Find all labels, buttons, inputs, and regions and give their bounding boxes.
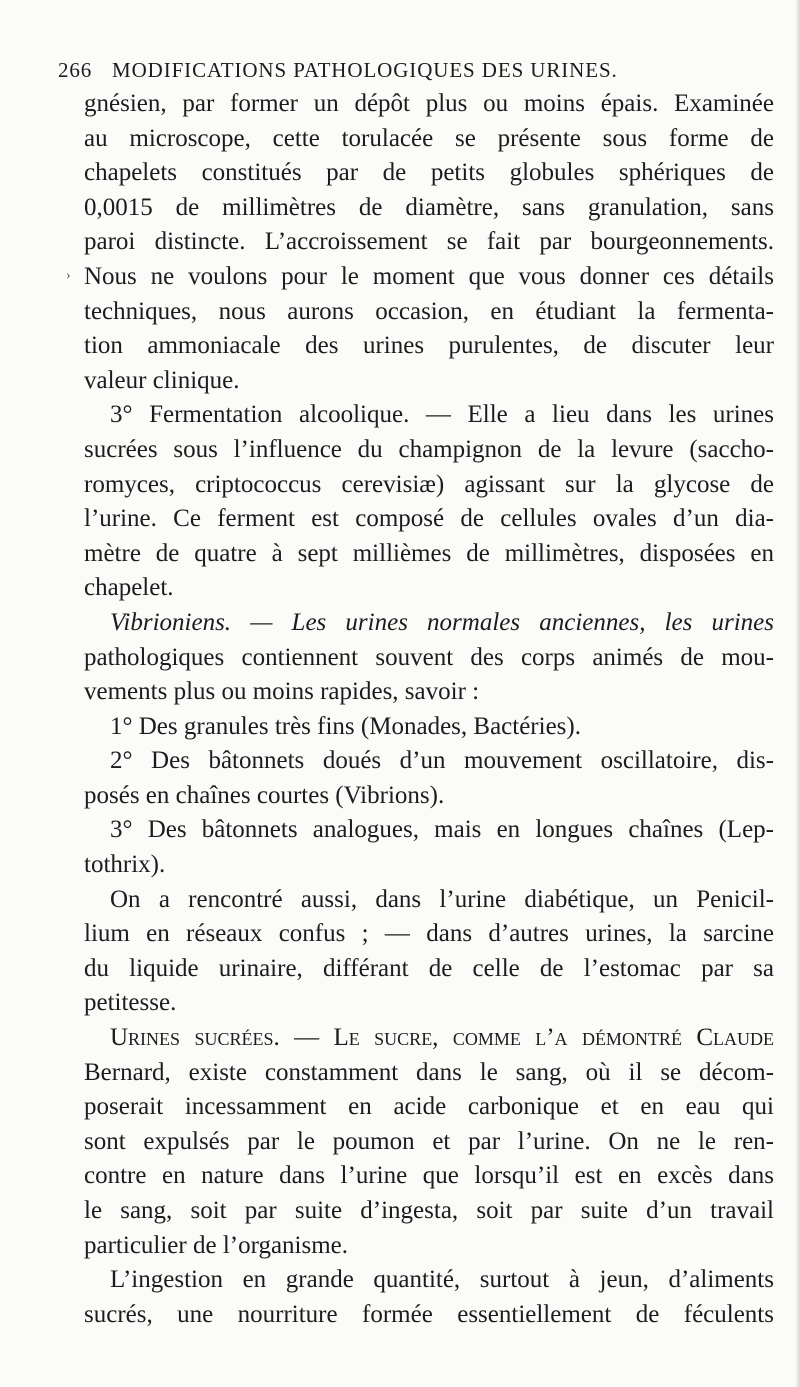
text-line: contre en nature dans l’urine que lorsqu’il est en excès dans xyxy=(84,1162,774,1190)
text-line: Nous ne voulons pour le moment que vous donner ces détails xyxy=(84,262,774,290)
text-line: au microscope, cette torulacée se présente sous forme de xyxy=(84,124,774,152)
text-line: sont expulsés par le poumon et par l’urine. On ne le ren- xyxy=(84,1127,774,1155)
text-line: 3° Fermentation alcoolique. — Elle a lieu dans les urines xyxy=(110,401,774,429)
text-line: vements plus ou moins rapides, savoir : xyxy=(84,678,480,706)
text-line: valeur clinique. xyxy=(84,366,240,394)
text-line: L’ingestion en grande quantité, surtout à jeun, d’aliments xyxy=(110,1266,774,1294)
text-line: On a rencontré aussi, dans l’urine diabétique, un Penicil- xyxy=(110,885,774,913)
text-line-italic-lead xyxy=(84,606,774,641)
text-line: sucrées sous l’influence du champignon de la levure (saccho- xyxy=(84,435,774,463)
text-line: 1° Des granules très fins (Monades, Bactéries). xyxy=(110,712,581,740)
text-line: l’urine. Ce ferment est composé de cellules ovales d’un dia- xyxy=(84,505,774,533)
text-line: pathologiques contiennent souvent des corps animés de mou- xyxy=(84,643,774,671)
text-line: romyces, criptococcus cerevisiæ) agissant sur la glycose de xyxy=(84,470,774,498)
italic-term: Vibrioniens. — Les urines normales anciennes, les urines xyxy=(110,608,774,636)
text-line: paroi distincte. L’accroissement se fait par bourgeonnements. xyxy=(84,228,774,256)
text-line: tothrix). xyxy=(84,851,166,879)
text-line: gnésien, par former un dépôt plus ou moins épais. Examinée xyxy=(84,90,774,117)
page-number: 266 xyxy=(58,58,93,82)
text-line: sucrés, une nourriture formée essentiellement de féculents xyxy=(84,1300,774,1328)
body-text xyxy=(84,87,774,1332)
text-line: chapelet. xyxy=(84,574,174,602)
margin-mark: › xyxy=(66,268,71,283)
text-line: 2° Des bâtonnets doués d’un mouvement oscillatoire, dis- xyxy=(110,747,774,775)
text-line: Bernard, existe constamment dans le sang, où il se décom- xyxy=(84,1058,774,1086)
text-line: le sang, soit par suite d’ingesta, soit par suite d’un travail xyxy=(84,1197,774,1224)
text-line: tion ammoniacale des urines purulentes, de discuter leur xyxy=(84,332,774,360)
text-line: techniques, nous aurons occasion, en étudiant la fermenta- xyxy=(84,297,774,325)
text-line: mètre de quatre à sept millièmes de millimètres, disposées en xyxy=(84,539,774,567)
page-edge xyxy=(796,0,800,1387)
text-line: poserait incessamment en acide carbonique et en eau qui xyxy=(84,1093,774,1121)
text-line: posés en chaînes courtes (Vibrions). xyxy=(84,781,445,809)
text-line: lium en réseaux confus ; — dans d’autres urines, la sarcine xyxy=(84,920,774,948)
text-line: petitesse. xyxy=(84,989,177,1017)
section-heading-line: Urines sucrées. — Le sucre, comme l’a démontré Claude xyxy=(110,1024,774,1052)
text-line: chapelets constitués par de petits globules sphériques de xyxy=(84,159,774,187)
text-line: 3° Des bâtonnets analogues, mais en longues chaînes (Lep- xyxy=(110,816,774,844)
running-head xyxy=(58,58,778,88)
text-line: 0,0015 de millimètres de diamètre, sans granulation, sans xyxy=(84,193,774,221)
text-line: particulier de l’organisme. xyxy=(84,1231,349,1259)
running-title: MODIFICATIONS PATHOLOGIQUES DES URINES. xyxy=(112,58,618,82)
text-line: du liquide urinaire, différant de celle de l’estomac par sa xyxy=(84,954,774,982)
